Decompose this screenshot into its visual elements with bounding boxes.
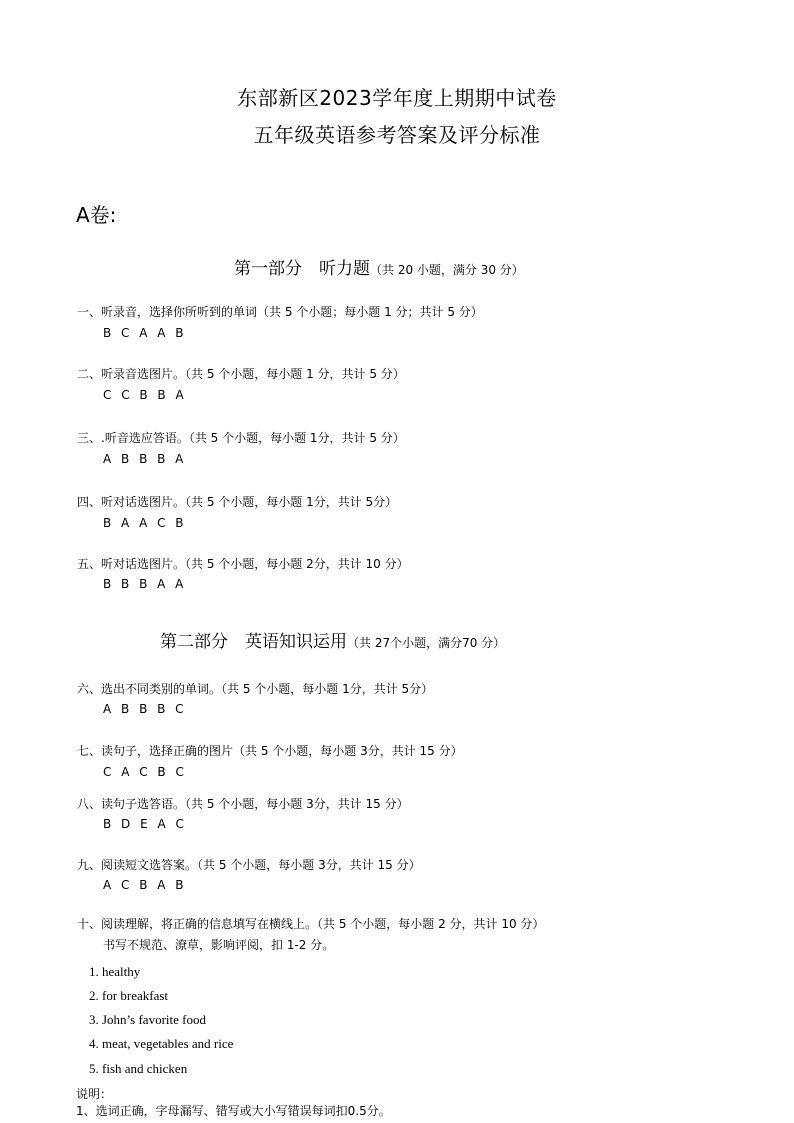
answer-key: B A A C B (103, 516, 187, 530)
part1-note: （共 20 小题，满分 30 分） (370, 263, 524, 277)
question-title: 三、.听音选应答语。（共 5 个小题，每小题 1分，共计 5 分） (77, 431, 405, 445)
answer-key: B D E A C (103, 817, 187, 831)
answer-key: C A C B C (103, 765, 187, 779)
grading-note: 书写不规范、潦草，影响评阅，扣 1-2 分。 (103, 938, 335, 952)
question-title: 六、选出不同类别的单词。（共 5 个小题，每小题 1分，共计 5分） (77, 682, 434, 696)
list-item: 3. John’s favorite food (89, 1012, 206, 1027)
question-title: 十、阅读理解，将正确的信息填写在横线上。（共 5 个小题，每小题 2 分，共计 10 分） (77, 917, 545, 931)
notes-label: 说明： (76, 1087, 113, 1101)
question-title: 二、听录音选图片。（共 5 个小题，每小题 1 分，共计 5 分） (77, 367, 405, 381)
page-subtitle: 五年级英语参考答案及评分标准 (253, 123, 541, 147)
question-title: 八、读句子选答语。（共 5 个小题，每小题 3分，共计 15 分） (77, 797, 409, 811)
question-title: 七、读句子，选择正确的图片（共 5 个小题，每小题 3分，共计 15 分） (77, 744, 463, 758)
answer-key: A B B B A (103, 452, 187, 466)
question-title: 一、听录音，选择你所听到的单词（共 5 个小题；每小题 1 分；共计 5 分） (77, 305, 483, 319)
page-title: 东部新区2023学年度上期期中试卷 (237, 86, 557, 110)
list-item: 5. fish and chicken (89, 1061, 188, 1076)
question-title: 九、阅读短文选答案。（共 5 个小题，每小题 3分，共计 15 分） (77, 858, 421, 872)
part1-heading (234, 254, 524, 279)
answer-key: A B B B C (103, 702, 187, 716)
answer-key: B C A A B (103, 326, 187, 340)
answer-key: B B B A A (103, 577, 187, 591)
answer-key: C C B B A (103, 388, 187, 402)
part2-note: （共 27个小题，满分70 分） (347, 636, 506, 650)
answer-key: A C B A B (103, 878, 187, 892)
question-title: 五、听对话选图片。（共 5 个小题，每小题 2分，共计 10 分） (77, 557, 409, 571)
volume-label: A卷: (76, 203, 117, 227)
list-item: 4. meat, vegetables and rice (89, 1036, 234, 1051)
part2-heading (160, 627, 505, 652)
list-item: 1. healthy (89, 964, 141, 979)
part2-title: 第二部分 英语知识运用 (160, 632, 347, 652)
list-item: 2. for breakfast (89, 988, 169, 1003)
question-title: 四、听对话选图片。（共 5 个小题，每小题 1分，共计 5分） (77, 495, 398, 509)
part1-title: 第一部分 听力题 (234, 259, 370, 279)
notes-line: 1、选词正确，字母漏写、错写或大小写错误每词扣0.5分。 (76, 1104, 391, 1118)
